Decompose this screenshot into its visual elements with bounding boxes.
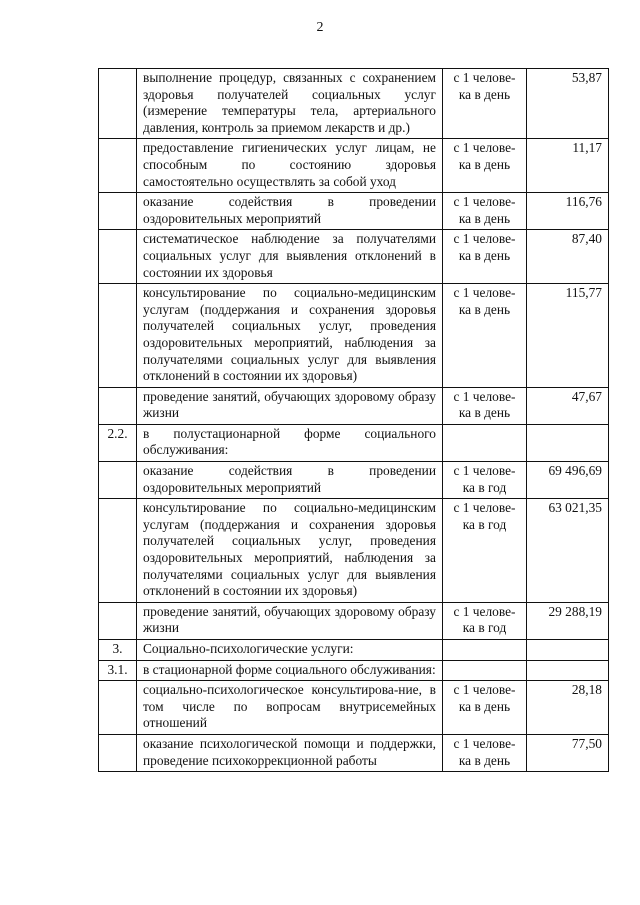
table-row: [99, 660, 609, 681]
table-row: [99, 424, 609, 461]
service-description: в полустационарной форме социального обслуживания:: [137, 424, 443, 461]
service-unit: с 1 челове-ка в год: [443, 462, 527, 499]
table-row: [99, 193, 609, 230]
row-number: 3.1.: [99, 660, 137, 681]
service-unit: [443, 660, 527, 681]
service-unit: с 1 челове-ка в день: [443, 193, 527, 230]
table-row: [99, 640, 609, 661]
service-description: проведение занятий, обучающих здоровому образу жизни: [137, 387, 443, 424]
service-tariff: 69 496,69: [527, 462, 609, 499]
service-description: в стационарной форме социального обслуживания:: [137, 660, 443, 681]
service-unit: с 1 челове-ка в год: [443, 499, 527, 603]
service-description: оказание содействия в проведении оздоровительных мероприятий: [137, 462, 443, 499]
service-unit: с 1 челове-ка в день: [443, 387, 527, 424]
table-row: [99, 462, 609, 499]
service-tariff: 28,18: [527, 681, 609, 735]
services-table: [98, 68, 609, 772]
service-description: проведение занятий, обучающих здоровому образу жизни: [137, 602, 443, 639]
service-description: оказание содействия в проведении оздоровительных мероприятий: [137, 193, 443, 230]
row-number: [99, 193, 137, 230]
service-description: выполнение процедур, связанных с сохранением здоровья получателей социальных услуг (измерение температуры тела, артериального давления, контроль за приемом лекарств и др.): [137, 69, 443, 139]
row-number: [99, 387, 137, 424]
table-row: [99, 139, 609, 193]
table-row: [99, 230, 609, 284]
service-unit: с 1 челове-ка в год: [443, 602, 527, 639]
service-description: систематическое наблюдение за получателями социальных услуг для выявления отклонений в состоянии их здоровья: [137, 230, 443, 284]
table-row: [99, 681, 609, 735]
service-tariff: 116,76: [527, 193, 609, 230]
service-tariff: 47,67: [527, 387, 609, 424]
service-unit: с 1 челове-ка в день: [443, 230, 527, 284]
services-table-body: [99, 69, 609, 772]
service-tariff: 11,17: [527, 139, 609, 193]
row-number: [99, 139, 137, 193]
service-description: предоставление гигиенических услуг лицам, не способным по состоянию здоровья самостоятельно осуществлять за собой уход: [137, 139, 443, 193]
row-number: [99, 499, 137, 603]
table-row: [99, 734, 609, 771]
service-unit: с 1 челове-ка в день: [443, 734, 527, 771]
table-row: [99, 69, 609, 139]
service-tariff: 77,50: [527, 734, 609, 771]
service-tariff: 115,77: [527, 284, 609, 388]
service-tariff: 63 021,35: [527, 499, 609, 603]
table-row: [99, 387, 609, 424]
row-number: [99, 602, 137, 639]
service-unit: с 1 челове-ка в день: [443, 139, 527, 193]
page-number: 2: [316, 20, 324, 35]
row-number: [99, 230, 137, 284]
service-unit: с 1 челове-ка в день: [443, 284, 527, 388]
row-number: [99, 734, 137, 771]
table-row: [99, 284, 609, 388]
service-description: оказание психологической помощи и поддержки, проведение психокоррекционной работы: [137, 734, 443, 771]
service-description: консультирование по социально-медицинским услугам (поддержания и сохранения здоровья получателей социальных услуг, проведения оздоровительных мероприятий, наблюдения за получателями социальных услуг для выявления отклонений в состоянии их здоровья): [137, 499, 443, 603]
row-number: [99, 462, 137, 499]
service-unit: [443, 424, 527, 461]
service-tariff: [527, 424, 609, 461]
service-tariff: 29 288,19: [527, 602, 609, 639]
service-tariff: [527, 660, 609, 681]
service-description: консультирование по социально-медицинским услугам (поддержания и сохранения здоровья получателей социальных услуг, проведения оздоровительных мероприятий, наблюдения за получателями социальных услуг для выявления отклонений в состоянии их здоровья): [137, 284, 443, 388]
row-number: [99, 284, 137, 388]
service-tariff: 87,40: [527, 230, 609, 284]
service-description: Социально-психологические услуги:: [137, 640, 443, 661]
service-unit: [443, 640, 527, 661]
table-row: [99, 499, 609, 603]
row-number: 3.: [99, 640, 137, 661]
service-unit: с 1 челове-ка в день: [443, 681, 527, 735]
row-number: [99, 69, 137, 139]
service-description: социально-психологическое консультирова-ние, в том числе по вопросам внутрисемейных отношений: [137, 681, 443, 735]
service-tariff: [527, 640, 609, 661]
row-number: [99, 681, 137, 735]
row-number: 2.2.: [99, 424, 137, 461]
service-tariff: 53,87: [527, 69, 609, 139]
service-unit: с 1 челове-ка в день: [443, 69, 527, 139]
table-row: [99, 602, 609, 639]
